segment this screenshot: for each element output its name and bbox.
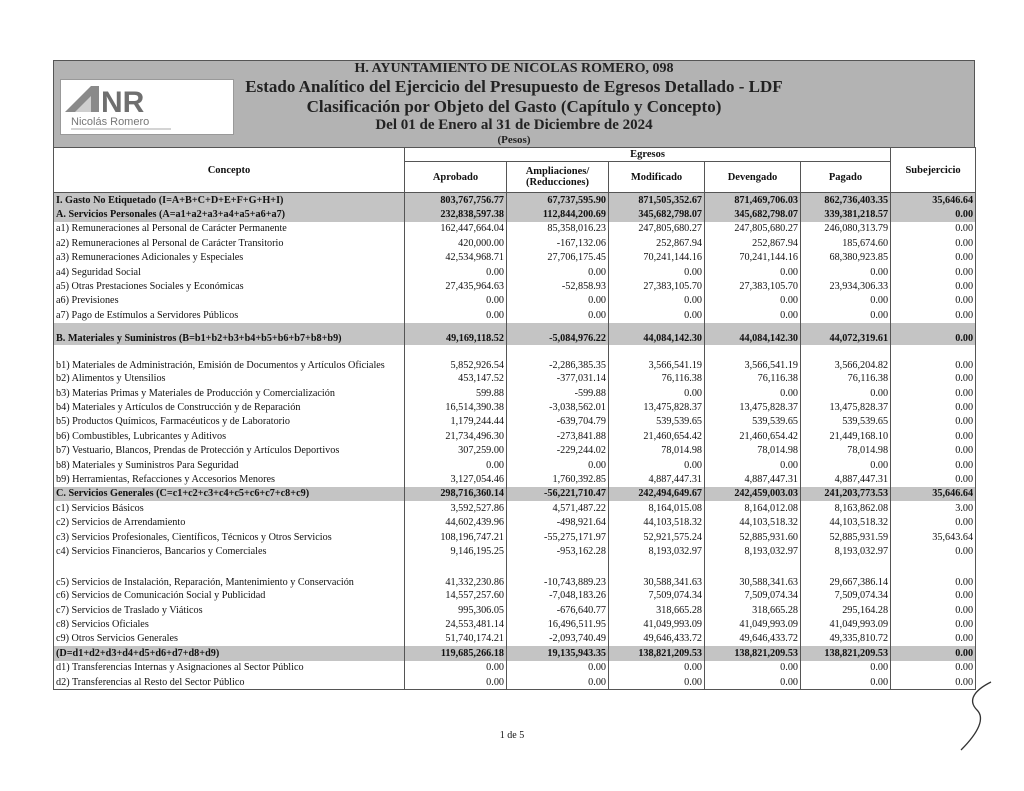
table-row: [54, 675, 976, 690]
ampliaciones-cell: 27,706,175.45: [507, 251, 609, 265]
signature-mark: [955, 680, 995, 755]
table-row: [54, 646, 976, 660]
subejercicio-cell: 0.00: [891, 544, 976, 558]
aprobado-cell: 0.00: [405, 675, 507, 690]
concept-cell: b1) Materiales de Administración, Emisión de Documentos y Artículos Oficiales: [54, 345, 405, 372]
page-number: 1 de 5: [499, 730, 525, 741]
devengado-cell: 52,885,931.60: [705, 530, 801, 544]
table-row: [54, 207, 976, 221]
concept-cell: b9) Herramientas, Refacciones y Accesorios Menores: [54, 472, 405, 486]
modificado-cell: 27,383,105.70: [609, 279, 705, 293]
ampliaciones-cell: -273,841.88: [507, 429, 609, 443]
subejercicio-cell: 0.00: [891, 589, 976, 603]
ampliaciones-cell: -498,921.64: [507, 515, 609, 529]
concept-cell: I. Gasto No Etiquetado (I=A+B+C+D+E+F+G+H+I): [54, 193, 405, 208]
pagado-cell: 41,049,993.09: [801, 617, 891, 631]
concept-cell: b7) Vestuario, Blancos, Prendas de Protección y Artículos Deportivos: [54, 443, 405, 457]
devengado-cell: 252,867.94: [705, 236, 801, 250]
column-header-ampliaciones: Ampliaciones/ (Reducciones): [507, 162, 609, 193]
table-row: [54, 501, 976, 515]
subejercicio-cell: 0.00: [891, 617, 976, 631]
aprobado-cell: 3,127,054.46: [405, 472, 507, 486]
aprobado-cell: 995,306.05: [405, 603, 507, 617]
aprobado-cell: 41,332,230.86: [405, 559, 507, 589]
concept-cell: c8) Servicios Oficiales: [54, 617, 405, 631]
aprobado-cell: 24,553,481.14: [405, 617, 507, 631]
devengado-cell: 30,588,341.63: [705, 559, 801, 589]
aprobado-cell: 51,740,174.21: [405, 632, 507, 646]
modificado-cell: 44,103,518.32: [609, 515, 705, 529]
ampliaciones-cell: 1,760,392.85: [507, 472, 609, 486]
subejercicio-cell: 0.00: [891, 429, 976, 443]
ampliaciones-cell: -52,858.93: [507, 279, 609, 293]
subejercicio-cell: 0.00: [891, 236, 976, 250]
concept-cell: c6) Servicios de Comunicación Social y Publicidad: [54, 589, 405, 603]
devengado-cell: 44,084,142.30: [705, 323, 801, 345]
table-row: [54, 345, 976, 372]
aprobado-cell: 3,592,527.86: [405, 501, 507, 515]
devengado-cell: 0.00: [705, 294, 801, 308]
ampliaciones-cell: -7,048,183.26: [507, 589, 609, 603]
concept-cell: c2) Servicios de Arrendamiento: [54, 515, 405, 529]
pagado-cell: 339,381,218.57: [801, 207, 891, 221]
ampliaciones-cell: -377,031.14: [507, 372, 609, 386]
table-row: [54, 443, 976, 457]
aprobado-cell: 21,734,496.30: [405, 429, 507, 443]
subejercicio-cell: 0.00: [891, 308, 976, 322]
table-row: [54, 308, 976, 322]
budget-table: [53, 147, 976, 690]
table-row: [54, 661, 976, 675]
devengado-cell: 8,164,012.08: [705, 501, 801, 515]
ampliaciones-cell: 112,844,200.69: [507, 207, 609, 221]
modificado-cell: 8,164,015.08: [609, 501, 705, 515]
modificado-cell: 78,014.98: [609, 443, 705, 457]
concept-cell: c1) Servicios Básicos: [54, 501, 405, 515]
aprobado-cell: 5,852,926.54: [405, 345, 507, 372]
subejercicio-cell: 0.00: [891, 443, 976, 457]
concept-cell: B. Materiales y Suministros (B=b1+b2+b3+b4+b5+b6+b7+b8+b9): [54, 323, 405, 345]
concept-cell: c5) Servicios de Instalación, Reparación, Mantenimiento y Conservación: [54, 559, 405, 589]
table-row: [54, 323, 976, 345]
aprobado-cell: 1,179,244.44: [405, 415, 507, 429]
pagado-cell: 23,934,306.33: [801, 279, 891, 293]
modificado-cell: 0.00: [609, 675, 705, 690]
table-row: [54, 515, 976, 529]
aprobado-cell: 0.00: [405, 458, 507, 472]
aprobado-cell: 0.00: [405, 661, 507, 675]
concept-cell: b3) Materias Primas y Materiales de Producción y Comercialización: [54, 386, 405, 400]
subejercicio-cell: 0.00: [891, 207, 976, 221]
pagado-cell: 138,821,209.53: [801, 646, 891, 660]
table-row: [54, 294, 976, 308]
modificado-cell: 3,566,541.19: [609, 345, 705, 372]
modificado-cell: 21,460,654.42: [609, 429, 705, 443]
modificado-cell: 345,682,798.07: [609, 207, 705, 221]
devengado-cell: 138,821,209.53: [705, 646, 801, 660]
ampliaciones-cell: 0.00: [507, 308, 609, 322]
table-row: [54, 415, 976, 429]
subejercicio-cell: 0.00: [891, 603, 976, 617]
pagado-cell: 8,193,032.97: [801, 544, 891, 558]
concept-cell: a5) Otras Prestaciones Sociales y Económicas: [54, 279, 405, 293]
subejercicio-cell: 0.00: [891, 675, 976, 690]
subejercicio-cell: 0.00: [891, 294, 976, 308]
modificado-cell: 4,887,447.31: [609, 472, 705, 486]
subejercicio-cell: 0.00: [891, 632, 976, 646]
concept-cell: c4) Servicios Financieros, Bancarios y Comerciales: [54, 544, 405, 558]
table-row: [54, 251, 976, 265]
pagado-cell: 7,509,074.34: [801, 589, 891, 603]
concept-cell: a1) Remuneraciones al Personal de Carácter Permanente: [54, 222, 405, 236]
modificado-cell: 252,867.94: [609, 236, 705, 250]
devengado-cell: 41,049,993.09: [705, 617, 801, 631]
pagado-cell: 0.00: [801, 386, 891, 400]
svg-text:Nicolás Romero: Nicolás Romero: [71, 116, 150, 128]
ampliaciones-cell: -676,640.77: [507, 603, 609, 617]
devengado-cell: 49,646,433.72: [705, 632, 801, 646]
table-row: [54, 617, 976, 631]
table-row: [54, 458, 976, 472]
devengado-cell: 78,014.98: [705, 443, 801, 457]
concept-cell: c3) Servicios Profesionales, Científicos, Técnicos y Otros Servicios: [54, 530, 405, 544]
pagado-cell: 862,736,403.35: [801, 193, 891, 208]
pagado-cell: 185,674.60: [801, 236, 891, 250]
devengado-cell: 318,665.28: [705, 603, 801, 617]
ampliaciones-cell: 85,358,016.23: [507, 222, 609, 236]
subejercicio-cell: 0.00: [891, 515, 976, 529]
concept-cell: c7) Servicios de Traslado y Viáticos: [54, 603, 405, 617]
ampliaciones-cell: 0.00: [507, 294, 609, 308]
devengado-cell: 345,682,798.07: [705, 207, 801, 221]
pagado-cell: 49,335,810.72: [801, 632, 891, 646]
devengado-cell: 76,116.38: [705, 372, 801, 386]
table-row: [54, 193, 976, 208]
modificado-cell: 0.00: [609, 386, 705, 400]
modificado-cell: 49,646,433.72: [609, 632, 705, 646]
modificado-cell: 76,116.38: [609, 372, 705, 386]
header-units: (Pesos): [497, 134, 531, 146]
aprobado-cell: 803,767,756.77: [405, 193, 507, 208]
ampliaciones-cell: 4,571,487.22: [507, 501, 609, 515]
report-header: [53, 60, 975, 147]
aprobado-cell: 162,447,664.04: [405, 222, 507, 236]
pagado-cell: 44,072,319.61: [801, 323, 891, 345]
column-header-devengado: Devengado: [705, 162, 801, 193]
concept-cell: a6) Previsiones: [54, 294, 405, 308]
pagado-cell: 539,539.65: [801, 415, 891, 429]
table-body: [54, 193, 976, 690]
modificado-cell: 7,509,074.34: [609, 589, 705, 603]
aprobado-cell: 108,196,747.21: [405, 530, 507, 544]
aprobado-cell: 49,169,118.52: [405, 323, 507, 345]
table-row: [54, 429, 976, 443]
devengado-cell: 0.00: [705, 265, 801, 279]
pagado-cell: 0.00: [801, 661, 891, 675]
table-row: [54, 530, 976, 544]
devengado-cell: 0.00: [705, 661, 801, 675]
pagado-cell: 0.00: [801, 265, 891, 279]
column-header-concepto: Concepto: [54, 148, 405, 193]
ampliaciones-cell: -167,132.06: [507, 236, 609, 250]
concept-cell: b6) Combustibles, Lubricantes y Aditivos: [54, 429, 405, 443]
subejercicio-cell: 35,643.64: [891, 530, 976, 544]
subejercicio-cell: 0.00: [891, 458, 976, 472]
devengado-cell: 242,459,003.03: [705, 487, 801, 501]
devengado-cell: 7,509,074.34: [705, 589, 801, 603]
modificado-cell: 52,921,575.24: [609, 530, 705, 544]
modificado-cell: 247,805,680.27: [609, 222, 705, 236]
ampliaciones-cell: -229,244.02: [507, 443, 609, 457]
pagado-cell: 0.00: [801, 675, 891, 690]
subejercicio-cell: 0.00: [891, 646, 976, 660]
concept-cell: b2) Alimentos y Utensilios: [54, 372, 405, 386]
report-sheet: [53, 60, 975, 690]
aprobado-cell: 298,716,360.14: [405, 487, 507, 501]
ampliaciones-cell: -3,038,562.01: [507, 400, 609, 414]
concept-cell: a3) Remuneraciones Adicionales y Especiales: [54, 251, 405, 265]
pagado-cell: 246,080,313.79: [801, 222, 891, 236]
concept-cell: b4) Materiales y Artículos de Construcción y de Reparación: [54, 400, 405, 414]
concept-cell: a7) Pago de Estímulos a Servidores Públicos: [54, 308, 405, 322]
devengado-cell: 21,460,654.42: [705, 429, 801, 443]
devengado-cell: 0.00: [705, 386, 801, 400]
ampliaciones-cell: 19,135,943.35: [507, 646, 609, 660]
table-row: [54, 544, 976, 558]
devengado-cell: 70,241,144.16: [705, 251, 801, 265]
table-row: [54, 236, 976, 250]
table-row: [54, 400, 976, 414]
modificado-cell: 318,665.28: [609, 603, 705, 617]
devengado-cell: 44,103,518.32: [705, 515, 801, 529]
pagado-cell: 13,475,828.37: [801, 400, 891, 414]
table-row: [54, 603, 976, 617]
subejercicio-cell: 0.00: [891, 386, 976, 400]
modificado-cell: 0.00: [609, 265, 705, 279]
column-header-aprobado: Aprobado: [405, 162, 507, 193]
pagado-cell: 0.00: [801, 458, 891, 472]
aprobado-cell: 119,685,266.18: [405, 646, 507, 660]
svg-text:NR: NR: [101, 86, 145, 119]
aprobado-cell: 27,435,964.63: [405, 279, 507, 293]
header-period: Del 01 de Enero al 31 de Diciembre de 2024: [375, 117, 653, 133]
ampliaciones-cell: 0.00: [507, 265, 609, 279]
modificado-cell: 44,084,142.30: [609, 323, 705, 345]
table-row: [54, 372, 976, 386]
subejercicio-cell: 0.00: [891, 661, 976, 675]
modificado-cell: 13,475,828.37: [609, 400, 705, 414]
ampliaciones-cell: 0.00: [507, 458, 609, 472]
pagado-cell: 4,887,447.31: [801, 472, 891, 486]
pagado-cell: 52,885,931.59: [801, 530, 891, 544]
concept-cell: a2) Remuneraciones al Personal de Carácter Transitorio: [54, 236, 405, 250]
devengado-cell: 0.00: [705, 308, 801, 322]
ampliaciones-cell: -56,221,710.47: [507, 487, 609, 501]
ampliaciones-cell: 0.00: [507, 661, 609, 675]
devengado-cell: 8,193,032.97: [705, 544, 801, 558]
column-header-subejercicio: Subejercicio: [891, 148, 976, 193]
aprobado-cell: 14,557,257.60: [405, 589, 507, 603]
modificado-cell: 41,049,993.09: [609, 617, 705, 631]
aprobado-cell: 44,602,439.96: [405, 515, 507, 529]
pagado-cell: 241,203,773.53: [801, 487, 891, 501]
devengado-cell: 0.00: [705, 458, 801, 472]
table-row: [54, 386, 976, 400]
ampliaciones-cell: 67,737,595.90: [507, 193, 609, 208]
concept-cell: d1) Transferencias Internas y Asignaciones al Sector Público: [54, 661, 405, 675]
subejercicio-cell: 0.00: [891, 279, 976, 293]
subejercicio-cell: 0.00: [891, 323, 976, 345]
concept-cell: C. Servicios Generales (C=c1+c2+c3+c4+c5+c6+c7+c8+c9): [54, 487, 405, 501]
pagado-cell: 21,449,168.10: [801, 429, 891, 443]
ampliaciones-cell: -639,704.79: [507, 415, 609, 429]
header-title: Estado Analítico del Ejercicio del Presupuesto de Egresos Detallado - LDF: [245, 77, 783, 96]
devengado-cell: 4,887,447.31: [705, 472, 801, 486]
concept-cell: (D=d1+d2+d3+d4+d5+d6+d7+d8+d9): [54, 646, 405, 660]
aprobado-cell: 9,146,195.25: [405, 544, 507, 558]
ampliaciones-cell: 0.00: [507, 675, 609, 690]
subejercicio-cell: 0.00: [891, 251, 976, 265]
modificado-cell: 0.00: [609, 458, 705, 472]
subejercicio-cell: 0.00: [891, 345, 976, 372]
concept-cell: d2) Transferencias al Resto del Sector Público: [54, 675, 405, 690]
devengado-cell: 247,805,680.27: [705, 222, 801, 236]
ampliaciones-cell: -10,743,889.23: [507, 559, 609, 589]
pagado-cell: 3,566,204.82: [801, 345, 891, 372]
modificado-cell: 138,821,209.53: [609, 646, 705, 660]
modificado-cell: 871,505,352.67: [609, 193, 705, 208]
pagado-cell: 68,380,923.85: [801, 251, 891, 265]
subejercicio-cell: 0.00: [891, 372, 976, 386]
pagado-cell: 0.00: [801, 294, 891, 308]
table-row: [54, 472, 976, 486]
column-header-pagado: Pagado: [801, 162, 891, 193]
table-row: [54, 559, 976, 589]
table-row: [54, 222, 976, 236]
table-row: [54, 487, 976, 501]
subejercicio-cell: 0.00: [891, 472, 976, 486]
aprobado-cell: 0.00: [405, 308, 507, 322]
modificado-cell: 0.00: [609, 661, 705, 675]
column-header-modificado: Modificado: [609, 162, 705, 193]
concept-cell: b8) Materiales y Suministros Para Seguridad: [54, 458, 405, 472]
table-row: [54, 279, 976, 293]
modificado-cell: 70,241,144.16: [609, 251, 705, 265]
devengado-cell: 0.00: [705, 675, 801, 690]
concept-cell: A. Servicios Personales (A=a1+a2+a3+a4+a5+a6+a7): [54, 207, 405, 221]
aprobado-cell: 0.00: [405, 265, 507, 279]
ampliaciones-cell: -5,084,976.22: [507, 323, 609, 345]
aprobado-cell: 16,514,390.38: [405, 400, 507, 414]
concept-cell: a4) Seguridad Social: [54, 265, 405, 279]
modificado-cell: 539,539.65: [609, 415, 705, 429]
aprobado-cell: 420,000.00: [405, 236, 507, 250]
header-entity: H. AYUNTAMIENTO DE NICOLAS ROMERO, 098: [354, 61, 674, 76]
pagado-cell: 78,014.98: [801, 443, 891, 457]
subejercicio-cell: 0.00: [891, 265, 976, 279]
devengado-cell: 27,383,105.70: [705, 279, 801, 293]
modificado-cell: 0.00: [609, 294, 705, 308]
ampliaciones-cell: -2,286,385.35: [507, 345, 609, 372]
subejercicio-cell: 35,646.64: [891, 487, 976, 501]
subejercicio-cell: 3.00: [891, 501, 976, 515]
ampliaciones-cell: -599.88: [507, 386, 609, 400]
devengado-cell: 871,469,706.03: [705, 193, 801, 208]
pagado-cell: 76,116.38: [801, 372, 891, 386]
table-row: [54, 265, 976, 279]
modificado-cell: 0.00: [609, 308, 705, 322]
ampliaciones-cell: 16,496,511.95: [507, 617, 609, 631]
subejercicio-cell: 35,646.64: [891, 193, 976, 208]
aprobado-cell: 42,534,968.71: [405, 251, 507, 265]
modificado-cell: 8,193,032.97: [609, 544, 705, 558]
aprobado-cell: 307,259.00: [405, 443, 507, 457]
subejercicio-cell: 0.00: [891, 400, 976, 414]
concept-cell: c9) Otros Servicios Generales: [54, 632, 405, 646]
aprobado-cell: 232,838,597.38: [405, 207, 507, 221]
subejercicio-cell: 0.00: [891, 222, 976, 236]
modificado-cell: 242,494,649.67: [609, 487, 705, 501]
concept-cell: b5) Productos Químicos, Farmacéuticos y de Laboratorio: [54, 415, 405, 429]
pagado-cell: 44,103,518.32: [801, 515, 891, 529]
aprobado-cell: 0.00: [405, 294, 507, 308]
table-row: [54, 632, 976, 646]
devengado-cell: 3,566,541.19: [705, 345, 801, 372]
column-group-egresos: Egresos: [405, 148, 891, 162]
pagado-cell: 8,163,862.08: [801, 501, 891, 515]
subejercicio-cell: 0.00: [891, 559, 976, 589]
ampliaciones-cell: -2,093,740.49: [507, 632, 609, 646]
header-subtitle: Clasificación por Objeto del Gasto (Capítulo y Concepto): [306, 97, 722, 116]
devengado-cell: 539,539.65: [705, 415, 801, 429]
pagado-cell: 295,164.28: [801, 603, 891, 617]
pagado-cell: 0.00: [801, 308, 891, 322]
ampliaciones-cell: -55,275,171.97: [507, 530, 609, 544]
modificado-cell: 30,588,341.63: [609, 559, 705, 589]
subejercicio-cell: 0.00: [891, 415, 976, 429]
aprobado-cell: 453,147.52: [405, 372, 507, 386]
aprobado-cell: 599.88: [405, 386, 507, 400]
ampliaciones-cell: -953,162.28: [507, 544, 609, 558]
devengado-cell: 13,475,828.37: [705, 400, 801, 414]
pagado-cell: 29,667,386.14: [801, 559, 891, 589]
table-row: [54, 589, 976, 603]
